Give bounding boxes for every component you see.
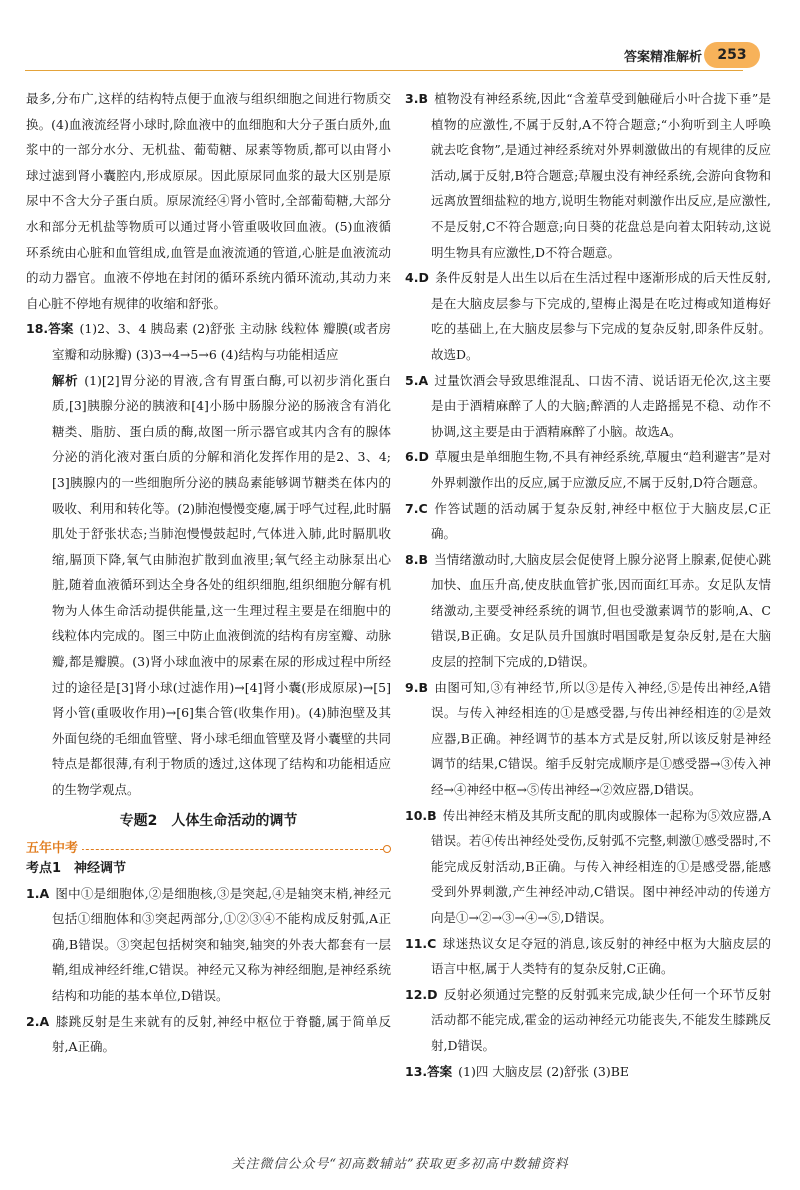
question-1 [26,881,391,1009]
page-header [0,42,800,72]
answer-tag: 答案 [427,1063,453,1079]
footer-note: 关注微信公众号“初高数辅站”获取更多初高中数辅资料 [231,1157,569,1172]
question-5 [405,368,771,445]
left-column [26,86,391,1060]
banner-circle-icon [383,845,391,853]
question-text: 球迷热议女足夺冠的消息,该反射的神经中枢为大脑皮层的语言中枢,属于人类特有的复杂反射,C正确。 [431,935,771,977]
question-10 [405,803,771,931]
answer-text: (1)2、3、4 胰岛素 (2)舒张 主动脉 线粒体 瓣膜(或者房室瓣和动脉瓣) (3)3→4→5→6 (4)结构与功能相适应 [52,321,391,362]
question-text: 过量饮酒会导致思维混乱、口齿不清、说话语无伦次,这主要是由于酒精麻醉了人的大脑;醉酒的人走路摇晃不稳、动作不协调,这主要是由于酒精麻醉了小脑。故选A。 [431,372,771,439]
question-number: 7.C [405,500,428,516]
question-8 [405,547,771,675]
question-4 [405,265,771,367]
question-9 [405,675,771,803]
banner-label: 五年中考 [26,841,82,856]
question-text: 传出神经末梢及其所支配的肌肉或腺体一起称为⑤效应器,A错误。若④传出神经处受伤,反射弧不完整,刺激①感受器时,不能完成反射活动,B正确。与传入神经相连的①是感受器,能感受到外界刺激,产生神经冲动,C错误。图中神经冲动的传递方向是①→②→③→④→⑤,D错误。 [431,807,771,925]
right-column [405,86,771,1084]
question-number: 8.B [405,551,428,567]
answer-tag: 答案 [48,321,74,337]
question-number: 18. [26,321,49,337]
question-number: 3.B [405,91,428,106]
question-text: 当情绪激动时,大脑皮层会促使肾上腺分泌肾上腺素,促使心跳加快、血压升高,使皮肤血管扩张,因而面红耳赤。女足队友情绪激动,主要受神经系统的调节,但也受激素调节的影响,A、C错误,B正确。女足队员升国旗时唱国歌是复杂反射,是在大脑皮层的控制下完成的,D错误。 [431,551,771,670]
question-number: 2.A [26,1013,50,1029]
question-7 [405,496,771,547]
question-number: 13. [405,1063,428,1079]
question-number: 1.A [26,885,50,901]
question-number: 9.B [405,679,428,695]
answer-text: (1)四 大脑皮层 (2)舒张 (3)BE [458,1063,630,1079]
header-rule [25,70,743,71]
header-label: 答案精准解析 [623,50,702,65]
question-text: 作答试题的活动属于复杂反射,神经中枢位于大脑皮层,C正确。 [431,500,771,542]
section-banner [26,835,391,857]
question-18-analysis [26,368,391,803]
question-text: 膝跳反射是生来就有的反射,神经中枢位于脊髓,属于简单反射,A正确。 [52,1013,391,1055]
question-text: 植物没有神经系统,因此“含羞草受到触碰后小叶合拢下垂”是植物的应激性,不属于反射,A不符合题意;“小狗听到主人呼唤就去吃食物”,是通过神经系统对外界刺激做出的有规律的反应活动,属于反射,B符合题意;草履虫没有神经系统,会游向食物和远离放置细盐粒的地方,说明生物能对刺激作出反应,是应激性,不是反射,C不符合题意;向日葵的花盘总是向着太阳转动,这说明生物具有应激性,D不符合题意。 [431,91,771,260]
question-number: 5.A [405,372,429,388]
question-text: 反射必须通过完整的反射弧来完成,缺少任何一个环节反射活动都不能完成,霍金的运动神经元功能丧失,不能发生膝跳反射,D错误。 [431,986,771,1053]
analysis-tag: 解析 [52,372,79,388]
question-text: 草履虫是单细胞生物,不具有神经系统,草履虫“趋利避害”是对外界刺激作出的反应,属于应激反应,不属于反射,D符合题意。 [431,449,771,490]
analysis-text: (1)[2]胃分泌的胃液,含有胃蛋白酶,可以初步消化蛋白质,[3]胰腺分泌的胰液和[4]小肠中肠腺分泌的肠液含有消化糖类、脂肪、蛋白质的酶,故图一所示器官或其内含有的腺体分泌的消化液对蛋白质的分解和消化发挥作用的是2、3、4;[3]胰腺内的一些细胞所分泌的胰岛素能够调节糖类在体内的吸收、利用和转化等。(2)肺泡慢慢变瘪,属于呼气过程,此时膈肌处于舒张状态;当肺泡慢慢鼓起时,气体进入肺,此时膈肌收缩,膈顶下降,氧气由肺泡扩散到血液里;氧气经主动脉泵出心脏,随着血液循环到达全身各处的组织细胞,组织细胞分解有机物为人体生命活动提供能量,这一生理过程主要是在细胞中的线粒体内完成的。图三中防止血液倒流的结构有房室瓣、动脉瓣,都是瓣膜。(3)肾小球血液中的尿素在尿的形成过程中所经过的途径是[3]肾小球(过滤作用)→[4]肾小囊(形成原尿)→[5]肾小管(重吸收作用)→[6]集合管(收集作用)。(4)肺泡壁及其外面包绕的毛细血管壁、肾小球毛细血管壁及肾小囊壁的共同特点是都很薄,有利于物质的透过,这体现了结构和功能相适应的生物学观点。 [52,372,391,798]
question-3 [405,86,771,265]
question-number: 6.D [405,449,429,465]
question-number: 12.D [405,986,438,1002]
question-text: 图中①是细胞体,②是细胞核,③是突起,④是轴突末梢,神经元包括①细胞体和③突起两部分,①②③④不能构成反射弧,A正确,B错误。③突起包括树突和轴突,轴突的外表大都套有一层鞘,组成神经纤维,C错误。神经元又称为神经细胞,是神经系统结构和功能的基本单位,D错误。 [52,885,391,1003]
question-number: 4.D [405,270,429,286]
question-text: 条件反射是人出生以后在生活过程中逐渐形成的后天性反射,是在大脑皮层参与下完成的,望梅止渴是在吃过梅或知道梅好吃的基础上,在大脑皮层参与下完成的复杂反射,即条件反射。故选D。 [431,270,771,362]
kaodian-heading: 考点1 神经调节 [26,860,127,876]
question-number: 10.B [405,807,437,823]
question-12 [405,982,771,1059]
topic-title: 专题2 人体生命活动的调节 [119,812,298,829]
question-2 [26,1009,391,1060]
question-text: 由图可知,③有神经节,所以③是传入神经,⑤是传出神经,A错误。与传入神经相连的①是感受器,与传出神经相连的②是效应器,B正确。神经调节的基本方式是反射,所以该反射是神经调节的结果,C错误。缩手反射完成顺序是①感受器→③传入神经→④神经中枢→⑤传出神经→②效应器,D错误。 [431,679,771,798]
continued-text: 最多,分布广,这样的结构特点便于血液与组织细胞之间进行物质交换。(4)血液流经肾小球时,除血液中的血细胞和大分子蛋白质外,血浆中的一部分水分、无机盐、葡萄糖、尿素等物质,都可以由肾小球过滤到肾小囊腔内,形成原尿。因此原尿同血浆的最大区别是原尿中不含大分子蛋白质。原尿流经④肾小管时,全部葡萄糖,大部分水和部分无机盐等物质可以通过肾小管重吸收回血液。(5)血液循环系统由心脏和血管组成,血管是血液流通的管道,心脏是血液流动的动力器官。血液不停地在封闭的循环系统内循环流动,其动力来自心脏不停地有规律的收缩和舒张。 [26,91,391,311]
question-18 [26,316,391,367]
question-13 [405,1059,771,1085]
question-6 [405,444,771,495]
page-number: 253 [704,42,760,68]
question-11 [405,931,771,982]
question-number: 11.C [405,935,437,951]
